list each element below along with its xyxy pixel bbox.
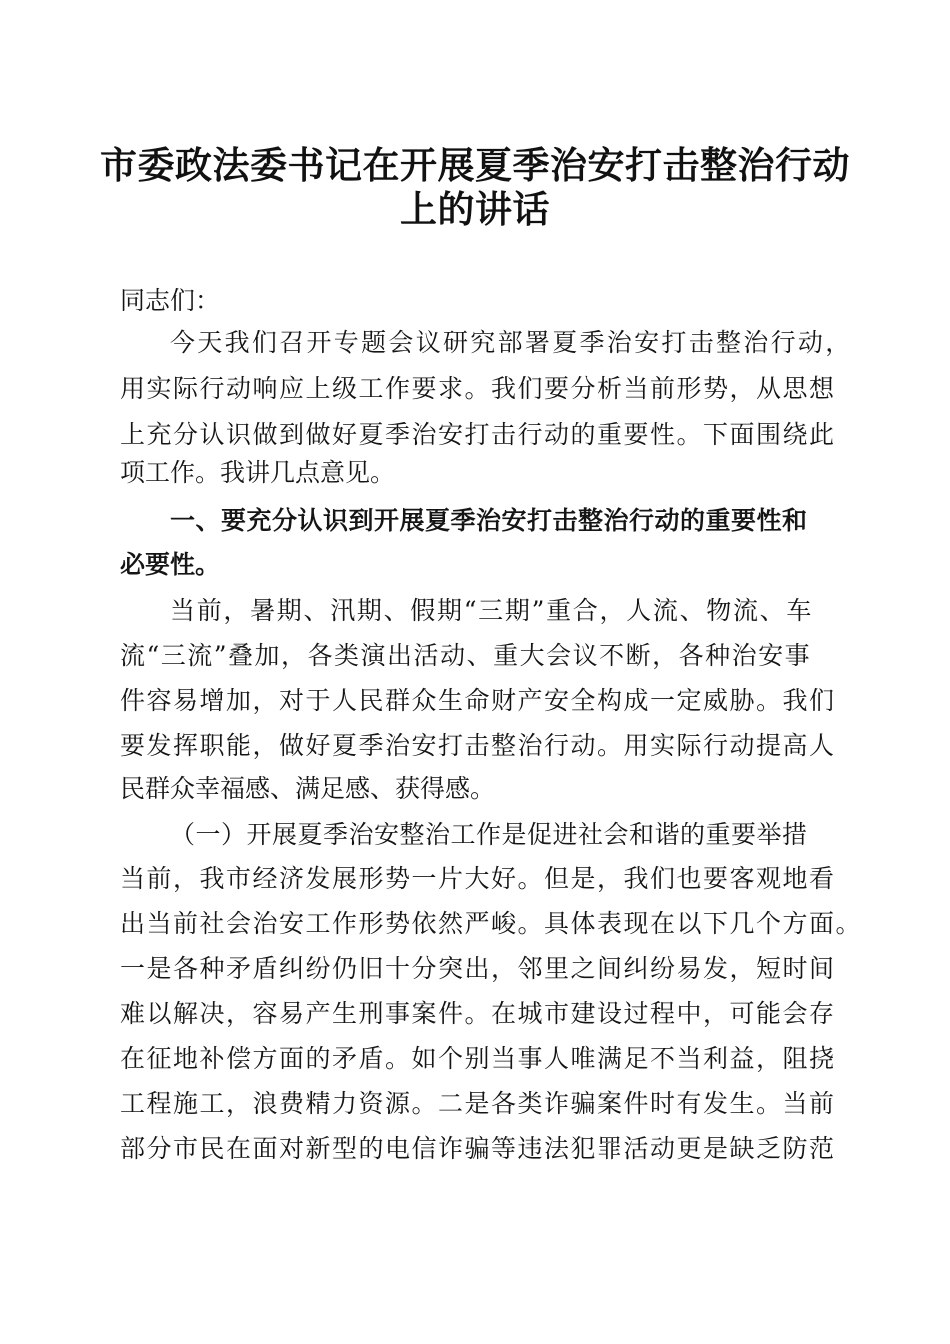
paragraph-line: 在征地补偿方面的矛盾。如个别当事人唯满足不当利益，阻挠 — [120, 1044, 836, 1073]
intro-line: 上充分认识做到做好夏季治安打击行动的重要性。下面围绕此 — [120, 420, 836, 449]
paragraph-line: 一是各种矛盾纠纷仍旧十分突出，邻里之间纠纷易发，短时间 — [120, 954, 836, 983]
intro-line: 项工作。我讲几点意见。 — [120, 458, 396, 487]
paragraph-line: 要发挥职能，做好夏季治安打击整治行动。用实际行动提高人 — [120, 731, 836, 760]
paragraph-line: 件容易增加，对于人民群众生命财产安全构成一定威胁。我们 — [120, 686, 836, 715]
document-title-line-2: 上的讲话 — [400, 187, 550, 231]
document-title-line-1: 市委政法委书记在开展夏季治安打击整治行动 — [100, 143, 850, 187]
section-heading: 一、要充分认识到开展夏季治安打击整治行动的重要性和 — [170, 506, 808, 535]
salutation: 同志们： — [120, 286, 221, 315]
paragraph-line: 当前，我市经济发展形势一片大好。但是，我们也要客观地看 — [120, 864, 836, 893]
section-heading: 必要性。 — [120, 550, 221, 579]
paragraph-line: 当前，暑期、汛期、假期“三期”重合，人流、物流、车 — [170, 596, 814, 625]
subsection-heading: （一）开展夏季治安整治工作是促进社会和谐的重要举措 — [170, 820, 808, 849]
intro-line: 今天我们召开专题会议研究部署夏季治安打击整治行动， — [170, 328, 853, 357]
paragraph-line: 民群众幸福感、满足感、获得感。 — [120, 774, 496, 803]
intro-line: 用实际行动响应上级工作要求。我们要分析当前形势，从思想 — [120, 374, 836, 403]
paragraph-line: 流“三流”叠加，各类演出活动、重大会议不断，各种治安事 — [120, 641, 812, 670]
paragraph-line: 部分市民在面对新型的电信诈骗等违法犯罪活动更是缺乏防范 — [120, 1134, 836, 1163]
paragraph-line: 难以解决，容易产生刑事案件。在城市建设过程中，可能会存 — [120, 999, 836, 1028]
paragraph-line: 出当前社会治安工作形势依然严峻。具体表现在以下几个方面。 — [120, 909, 863, 938]
paragraph-line: 工程施工，浪费精力资源。二是各类诈骗案件时有发生。当前 — [120, 1089, 836, 1118]
